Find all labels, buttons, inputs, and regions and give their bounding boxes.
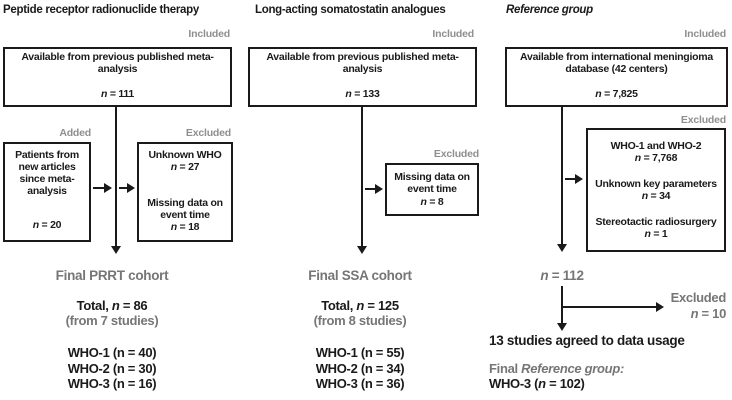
prrt-arrow2-head-icon: [127, 183, 135, 193]
ssa-cohort-title: Final SSA cohort: [308, 268, 412, 283]
final-who3: WHO-3 (n = 102): [489, 376, 585, 391]
prrt-who1: WHO-1 (n = 40): [67, 345, 157, 360]
prrt-added-box: [3, 142, 91, 242]
prrt-arrow1-head-icon: [104, 183, 112, 193]
studies-agreed-text: 13 studies agreed to data usage: [489, 333, 685, 348]
prrt-who-list: [12, 345, 212, 392]
prrt-main-box-n: n = 111: [101, 87, 134, 100]
ssa-total: Total, n = 125: [321, 298, 399, 313]
prrt-down-arrowhead-icon: [111, 246, 121, 254]
ref-down-arrowhead2-icon: [557, 323, 567, 331]
ref-excluded-item3: Stereotactic radiosurgery n = 1: [595, 215, 717, 240]
prrt-who3: WHO-3 (n = 16): [67, 376, 157, 391]
ssa-from-studies: (from 8 studies): [313, 313, 407, 328]
prrt-from-studies: (from 7 studies): [65, 313, 159, 328]
column-title-ssa: Long-acting somatostatin analogues: [255, 4, 446, 16]
ssa-excluded-text: Missing data on event time n = 8: [394, 171, 470, 208]
ssa-who2: WHO-2 (n = 34): [315, 360, 405, 376]
prrt-excluded-item1: Unknown WHO n = 27: [148, 149, 222, 174]
ref-excluded-box: [586, 128, 726, 252]
ref-arrow-head-icon: [575, 174, 583, 184]
prrt-excluded-item2: Missing data on event time n = 18: [147, 196, 223, 233]
prrt-excluded-box: [137, 142, 233, 242]
ssa-main-box: [248, 47, 477, 107]
ssa-main-box-text: Available from previous published meta-analysis: [266, 51, 459, 76]
prrt-added-box-n: n = 20: [32, 218, 62, 231]
ref-branch-line: [562, 306, 657, 308]
ssa-who1: WHO-1 (n = 55): [315, 345, 405, 360]
included-label-ref: Included: [684, 28, 726, 40]
included-label-ssa: Included: [432, 28, 474, 40]
excluded-label-ssa: Excluded: [433, 148, 479, 160]
excluded-label-prrt: Excluded: [185, 127, 231, 139]
ref-down-arrowhead-icon: [557, 244, 567, 252]
ref-main-box-text: Available from international meningioma database (42 centers): [520, 51, 713, 76]
ref-flow-line2: [561, 286, 563, 324]
ssa-main-box-n: n = 133: [345, 87, 380, 100]
ref-main-box: [505, 47, 728, 107]
column-title-reference: Reference group: [506, 4, 593, 16]
added-label-prrt: Added: [59, 127, 91, 139]
ssa-who3: WHO-3 (n = 36): [315, 376, 405, 391]
prrt-main-box: [3, 47, 232, 107]
column-title-prrt: Peptide receptor radionuclide therapy: [3, 4, 199, 16]
ssa-arrow-head-icon: [375, 184, 383, 194]
prrt-main-box-text: Available from previous published meta-analysis: [21, 51, 214, 76]
branch-excluded-label: Excluded: [670, 290, 726, 305]
ssa-who-list: [260, 345, 460, 392]
included-label-prrt: Included: [188, 28, 230, 40]
prrt-added-box-text: Patients from new articles since meta-analysis: [15, 149, 79, 198]
final-reference-label: Final Reference group:: [489, 361, 624, 376]
ref-excluded-item2: Unknown key parameters n = 34: [595, 177, 717, 202]
ssa-excluded-box: [385, 163, 479, 216]
prrt-flow-line: [115, 107, 117, 248]
ref-n112: n = 112: [540, 268, 584, 283]
branch-excluded-n: n = 10: [690, 306, 726, 321]
prrt-who2: WHO-2 (n = 30): [67, 360, 157, 376]
ref-flow-line: [561, 107, 563, 246]
ref-branch-arrowhead-icon: [656, 302, 664, 312]
ref-main-box-n: n = 7,825: [595, 87, 638, 100]
ssa-flow-line: [361, 107, 363, 248]
excluded-label-ref: Excluded: [680, 114, 726, 126]
ref-excluded-item1: WHO-1 and WHO-2 n = 7,768: [610, 140, 702, 165]
ssa-down-arrowhead-icon: [357, 246, 367, 254]
prrt-total: Total, n = 86: [76, 298, 148, 313]
prrt-cohort-title: Final PRRT cohort: [55, 268, 169, 283]
